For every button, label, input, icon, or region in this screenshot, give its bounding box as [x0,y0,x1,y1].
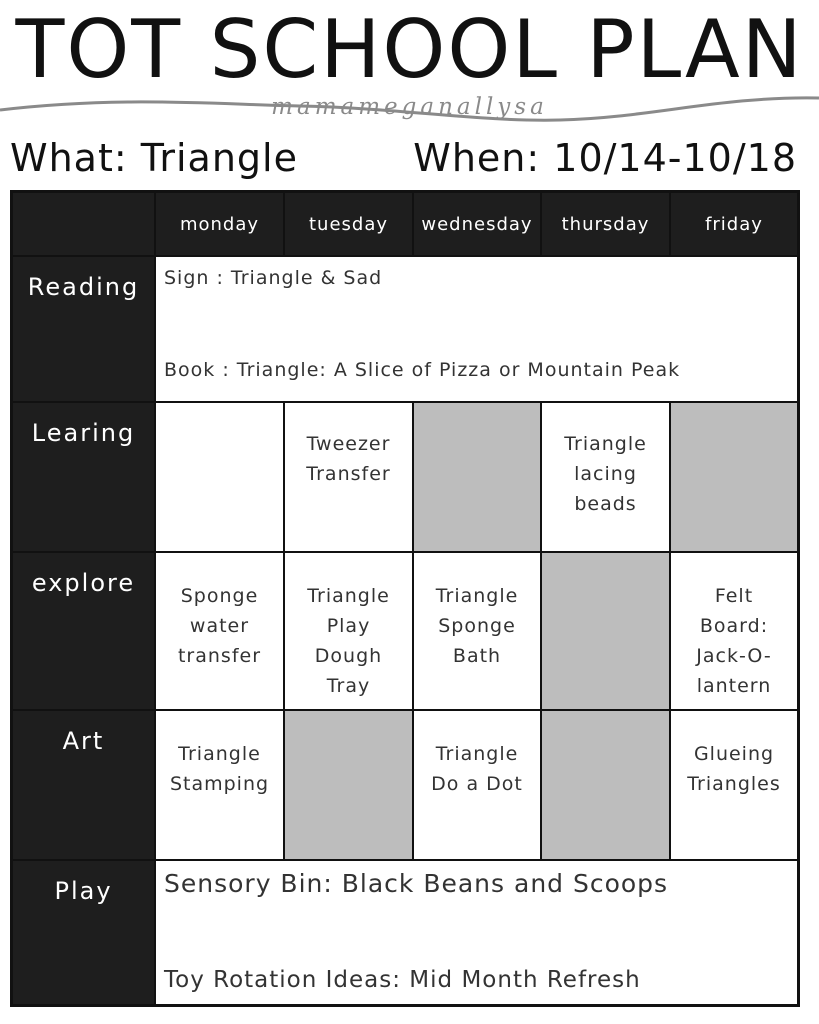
play-toy-rotation-text: Toy Rotation Ideas: Mid Month Refresh [164,967,641,993]
art-friday-cell: Glueing Triangles [670,710,798,860]
day-header-wednesday: wednesday [413,192,541,256]
art-wednesday-cell: Triangle Do a Dot [413,710,541,860]
play-activities [155,860,798,1005]
what-label: What: Triangle [10,136,298,180]
art-tuesday-cell [284,710,413,860]
row-label-reading: Reading [12,256,155,402]
play-sensory-text: Sensory Bin: Black Beans and Scoops [164,869,669,898]
day-header-friday: friday [670,192,798,256]
reading-sign-text: Sign : Triangle & Sad [164,267,383,289]
day-header-monday: monday [155,192,284,256]
learning-tuesday-cell: Tweezer Transfer [284,402,413,552]
explore-monday-cell: Sponge water transfer [155,552,284,710]
plan-table [10,190,800,1007]
row-label-play: Play [12,860,155,1005]
day-header-thursday: thursday [541,192,670,256]
learning-wednesday-cell [413,402,541,552]
day-header-tuesday: tuesday [284,192,413,256]
explore-wednesday-cell: Triangle Sponge Bath [413,552,541,710]
brand-watermark: mamameganallysa [271,94,548,120]
row-label-learning: Learing [12,402,155,552]
corner-cell [12,192,155,256]
art-thursday-cell [541,710,670,860]
learning-thursday-cell: Triangle lacing beads [541,402,670,552]
learning-friday-cell [670,402,798,552]
row-label-art: Art [12,710,155,860]
learning-monday-cell [155,402,284,552]
when-label: When: 10/14-10/18 [413,136,797,180]
explore-thursday-cell [541,552,670,710]
page-title: TOT SCHOOL PLAN [15,3,804,96]
row-label-explore: explore [12,552,155,710]
reading-book-text: Book : Triangle: A Slice of Pizza or Mountain Peak [164,359,681,381]
explore-friday-cell: Felt Board: Jack-O- lantern [670,552,798,710]
reading-activities [155,256,798,402]
art-monday-cell: Triangle Stamping [155,710,284,860]
explore-tuesday-cell: Triangle Play Dough Tray [284,552,413,710]
